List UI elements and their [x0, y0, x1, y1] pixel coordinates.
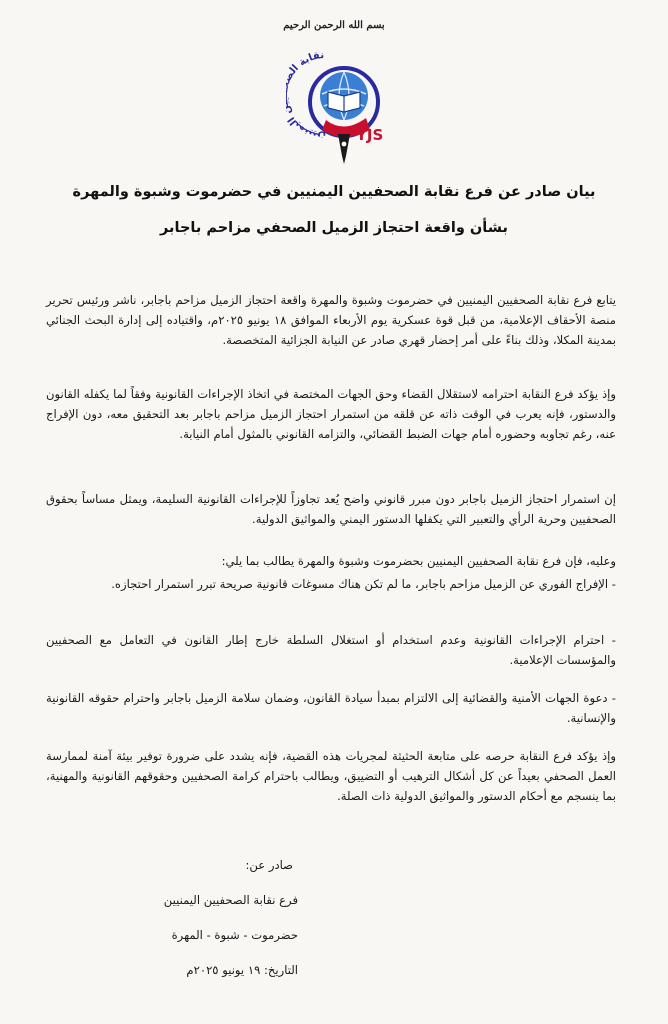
basmala-heading: بسم الله الرحمن الرحيم	[283, 20, 385, 31]
logo-arc-text: نقابة ال اليمنيين	[286, 49, 327, 143]
statement-subtitle: بشأن واقعة احتجاز الزميل الصحفي مزاحم باجابر	[160, 220, 508, 236]
signature-issued-by: صادر عن:	[245, 858, 293, 872]
signature-region: حضرموت - شبوة - المهرة	[171, 928, 298, 942]
paragraph-3: إن استمرار احتجاز الزميل باجابر دون مبرر قانوني واضح يُعد تجاوزاً للإجراءات القانونية السليمة، ويمثل مساساً بحقوق الصحفيين وحرية الرأي والتعبير التي يكفلها الدستور اليمني والمواثيق الدولية.	[46, 492, 616, 526]
demand-item-3: - دعوة الجهات الأمنية والقضائية إلى الالتزام بمبدأ سيادة القانون، وضمان سلامة الزميل باجابر واحترام حقوقه القانونية والإنسانية.	[46, 691, 616, 725]
signature-org: فرع نقابة الصحفيين اليمنيين	[163, 893, 298, 907]
paragraph-2: وإذ يؤكد فرع النقابة احترامه لاستقلال القضاء وحق الجهات المختصة في اتخاذ الإجراءات القانونية وفقاً لما يكفله القانون والدستور، فإنه يعرب في الوقت ذاته عن قلقه من استمرار احتجاز الزميل مزاحم باجابر بعد التحقيق معه، دون الإفراج عنه، رغم تجاوبه وحضوره أمام جهات الضبط القضائي، والتزامه القانوني بالمثول أمام النيابة.	[46, 387, 616, 441]
paragraph-1: يتابع فرع نقابة الصحفيين اليمنيين في حضرموت وشبوة والمهرة واقعة احتجاز الزميل مزاحم باجابر، ناشر ورئيس تحرير منصة الأحقاف الإعلامية، من قبل قوة عسكرية يوم الأربعاء الموافق ١٨ يونيو ٢٠٢٥م، واقتياده إلى إدارة البحث الجنائي بمدينة المكلا، وذلك بناءً على أمر إحضار قهري صادر عن النيابة الجزائية المتخصصة.	[46, 293, 616, 347]
statement-title: بيان صادر عن فرع نقابة الصحفيين اليمنيين في حضرموت وشبوة والمهرة	[72, 184, 596, 200]
demand-item-2: - احترام الإجراءات القانونية وعدم استخدام أو استغلال السلطة خارج إطار القانون في التعامل مع الصحفيين والمؤسسات الإعلامية.	[46, 633, 616, 667]
demands-intro: وعليه، فإن فرع نقابة الصحفيين اليمنيين بحضرموت وشبوة والمهرة يطالب بما يلي:	[221, 554, 616, 568]
yjs-emblem-icon	[286, 34, 398, 172]
logo-yjs-text: YJS	[356, 126, 384, 144]
signature-date: التاريخ: ١٩ يونيو ٢٠٢٥م	[186, 963, 298, 977]
yjs-logo	[286, 34, 398, 172]
paragraph-closing: وإذ يؤكد فرع النقابة حرصه على متابعة الحثيثة لمجريات هذه القضية، فإنه يشدد على ضرورة توفير بيئة آمنة لممارسة العمل الصحفي بعيداً عن كل أشكال الترهيب أو التضييق، ويطالب باحترام كرامة الصحفيين وحقوقهم القانونية والمهنية، بما ينسجم مع أحكام الدستور والمواثيق الدولية ذات الصلة.	[46, 749, 616, 803]
demand-item-1: - الإفراج الفوري عن الزميل مزاحم باجابر، ما لم تكن هناك مسوغات قانونية صريحة تبرر استمرار احتجازه.	[111, 577, 616, 591]
